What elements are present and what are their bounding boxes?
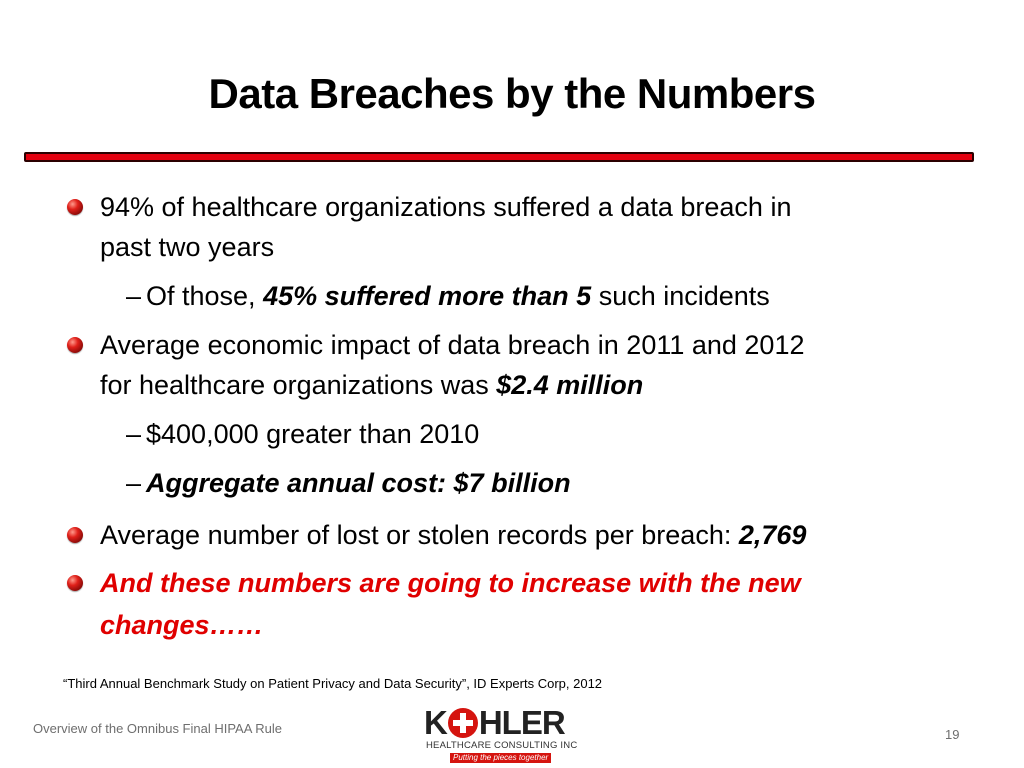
sub-bullet-2-1: $400,000 greater than 2010 bbox=[146, 419, 480, 449]
slide-title: Data Breaches by the Numbers bbox=[208, 70, 816, 117]
bullet-icon bbox=[67, 199, 83, 215]
sub-bullet-1-1-emphasis: 45% suffered more than 5 bbox=[263, 281, 592, 311]
bullet-3 bbox=[100, 518, 806, 552]
bullet-1-line-2: past two years bbox=[100, 232, 275, 262]
bullet-2-line-2-prefix: for healthcare organizations was bbox=[100, 370, 497, 400]
footer-text: Overview of the Omnibus Final HIPAA Rule bbox=[33, 721, 283, 736]
bullet-icon bbox=[67, 527, 83, 543]
bullet-icon bbox=[67, 337, 83, 353]
bullet-4-line-1: And these numbers are going to increase with the new bbox=[100, 568, 801, 598]
logo-word-start: K bbox=[424, 704, 447, 741]
bullet-4-line-2: changes…… bbox=[100, 610, 264, 640]
logo-wordmark bbox=[424, 706, 565, 740]
sub-bullet-1-1-suffix: such incidents bbox=[591, 281, 770, 311]
bullet-2-line-1: Average economic impact of data breach in 2011 and 2012 bbox=[100, 330, 805, 360]
sub-bullet-1-1-prefix: Of those, bbox=[146, 281, 264, 311]
bullet-icon bbox=[67, 575, 83, 591]
dash-icon: – bbox=[126, 468, 142, 498]
source-citation: “Third Annual Benchmark Study on Patient Privacy and Data Security”, ID Experts Corp, 2012 bbox=[63, 676, 603, 691]
bullet-2-emphasis: $2.4 million bbox=[496, 370, 644, 400]
dash-icon: – bbox=[126, 281, 142, 311]
sub-bullet-2-2: Aggregate annual cost: $7 billion bbox=[146, 468, 571, 498]
page-number: 19 bbox=[945, 727, 960, 742]
bullet-2-line-2 bbox=[100, 368, 643, 402]
logo-word-end: HLER bbox=[478, 704, 565, 741]
company-logo bbox=[424, 706, 594, 764]
bullet-3-prefix: Average number of lost or stolen records per breach: bbox=[100, 520, 739, 550]
medical-cross-icon bbox=[448, 708, 478, 738]
bullet-3-emphasis: 2,769 bbox=[738, 520, 807, 550]
logo-tagline: Putting the pieces together bbox=[450, 753, 551, 763]
sub-bullet-1-1 bbox=[146, 279, 770, 313]
title-underline-bar bbox=[24, 152, 974, 162]
logo-subtitle: HEALTHCARE CONSULTING INC bbox=[426, 740, 578, 751]
bullet-1-line-1: 94% of healthcare organizations suffered a data breach in bbox=[100, 192, 792, 222]
dash-icon: – bbox=[126, 419, 142, 449]
